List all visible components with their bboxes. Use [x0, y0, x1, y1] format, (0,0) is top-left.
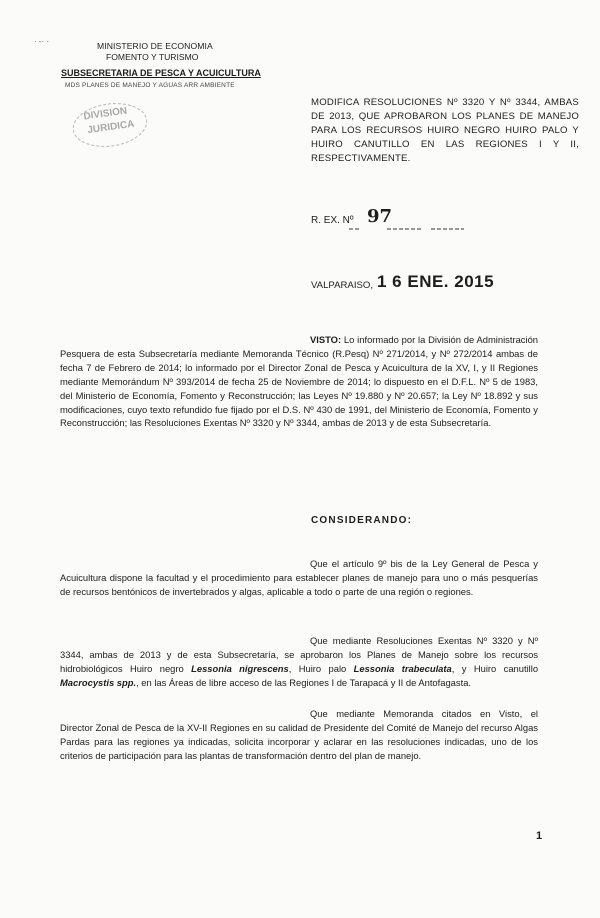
division-line: MDS PLANES DE MANEJO Y AGUAS ARR AMBIENTE: [65, 82, 235, 89]
considerando-p2-text-c: , y Huiro canutillo: [451, 662, 539, 674]
considerando-paragraph-2: [60, 634, 538, 690]
document-title: MODIFICA RESOLUCIONES Nº 3320 Y Nº 3344, AMBAS DE 2013, QUE APROBARON LOS PLANES DE MANEJO PARA LOS RECURSOS HUIRO NEGRO HUIRO PALO Y HUIRO CANUTILLO EN LAS REGIONES I Y II, RESPECTIVAMENTE.: [311, 97, 579, 164]
corner-mark: · -· ·: [34, 37, 50, 46]
considerando-paragraph-3: [60, 707, 538, 763]
subsecretaria-name: SUBSECRETARIA DE PESCA Y ACUICULTURA: [61, 68, 261, 78]
considerando-paragraph-1: [60, 557, 538, 599]
species-lessonia-nigrescens: Lessonia nigrescens: [191, 662, 289, 674]
considerando-p2-text-a: Que mediante Resoluciones Exentas Nº 3320 y Nº 3344, ambas de 2013 y de esta Subsecretaría, se aprobaron los Planes de Manejo sobre los recursos hidrobiológicos Huiro negro: [60, 635, 538, 674]
stamp-line-1: DIVISION: [82, 105, 128, 123]
species-macrocystis: Macrocystis spp.: [60, 676, 137, 688]
visto-paragraph: [60, 333, 538, 430]
considerando-heading: CONSIDERANDO:: [311, 515, 413, 526]
page-number: 1: [536, 830, 543, 842]
considerando-p3-text: Que mediante Memoranda citados en Visto, el Director Zonal de Pesca de la XV-II Regiones en su calidad de Presidente del Comité de Manejo del recurso Algas Pardas para las regiones ya indicadas, solicita incorporar y aclarar en las resoluciones indicadas, uno de los criterios de participación para las plantas de transformación dentro del plan de manejo.: [60, 708, 538, 761]
species-lessonia-trabeculata: Lessonia trabeculata: [353, 662, 452, 674]
place: VALPARAISO,: [311, 280, 374, 291]
ministry-name: MINISTERIO DE ECONOMIA: [97, 41, 213, 51]
stamp-line-2: JURIDICA: [86, 118, 136, 137]
resolution-label: R. EX. Nº: [311, 215, 354, 226]
division-stamp: [68, 97, 152, 153]
resolution-number: 97: [367, 206, 393, 227]
resolution-dashes: [349, 223, 464, 233]
considerando-p1-text: Que el artículo 9º bis de la Ley General de Pesca y Acuicultura dispone la facultad y el procedimiento para establecer planes de manejo para uno o más pesquerías de recursos bentónicos de invertebrados y algas, aplicable a todo o parte de una región o regiones.: [60, 558, 538, 597]
ministry-subtitle: FOMENTO Y TURISMO: [106, 52, 199, 62]
considerando-p2-text-d: , en las Áreas de libre acceso de las Regiones I de Tarapacá y II de Antofagasta.: [136, 676, 472, 688]
visto-label: VISTO:: [310, 334, 342, 345]
date-stamp: 1 6 ENE. 2015: [377, 272, 495, 291]
visto-text: Lo informado por la División de Administración Pesquera de esta Subsecretaría mediante Memoranda Técnico (R.Pesq) Nº 271/2014, y Nº 272/2014 ambas de fecha 7 de Febrero de 2014; lo informado por el Director Zonal de Pesca y Acuicultura de la XV, I, y II Regiones mediante Memorándum Nº 393/2014 de fecha 25 de Noviembre de 2014; lo dispuesto en el D.F.L. Nº 5 de 1983, del Ministerio de Economía, Fomento y Reconstrucción; las Leyes Nº 19.880 y Nº 20.657; la Ley Nº 18.892 y sus modificaciones, cuyo texto refundido fue fijado por el D.S. Nº 430 de 1991, del Ministerio de Economía, Fomento y Reconstrucción; las Resoluciones Exentas Nº 3320 y Nº 3344, ambas de 2013 y de esta Subsecretaría.: [60, 334, 538, 429]
considerando-p2-text-b: , Huiro palo: [288, 662, 354, 674]
